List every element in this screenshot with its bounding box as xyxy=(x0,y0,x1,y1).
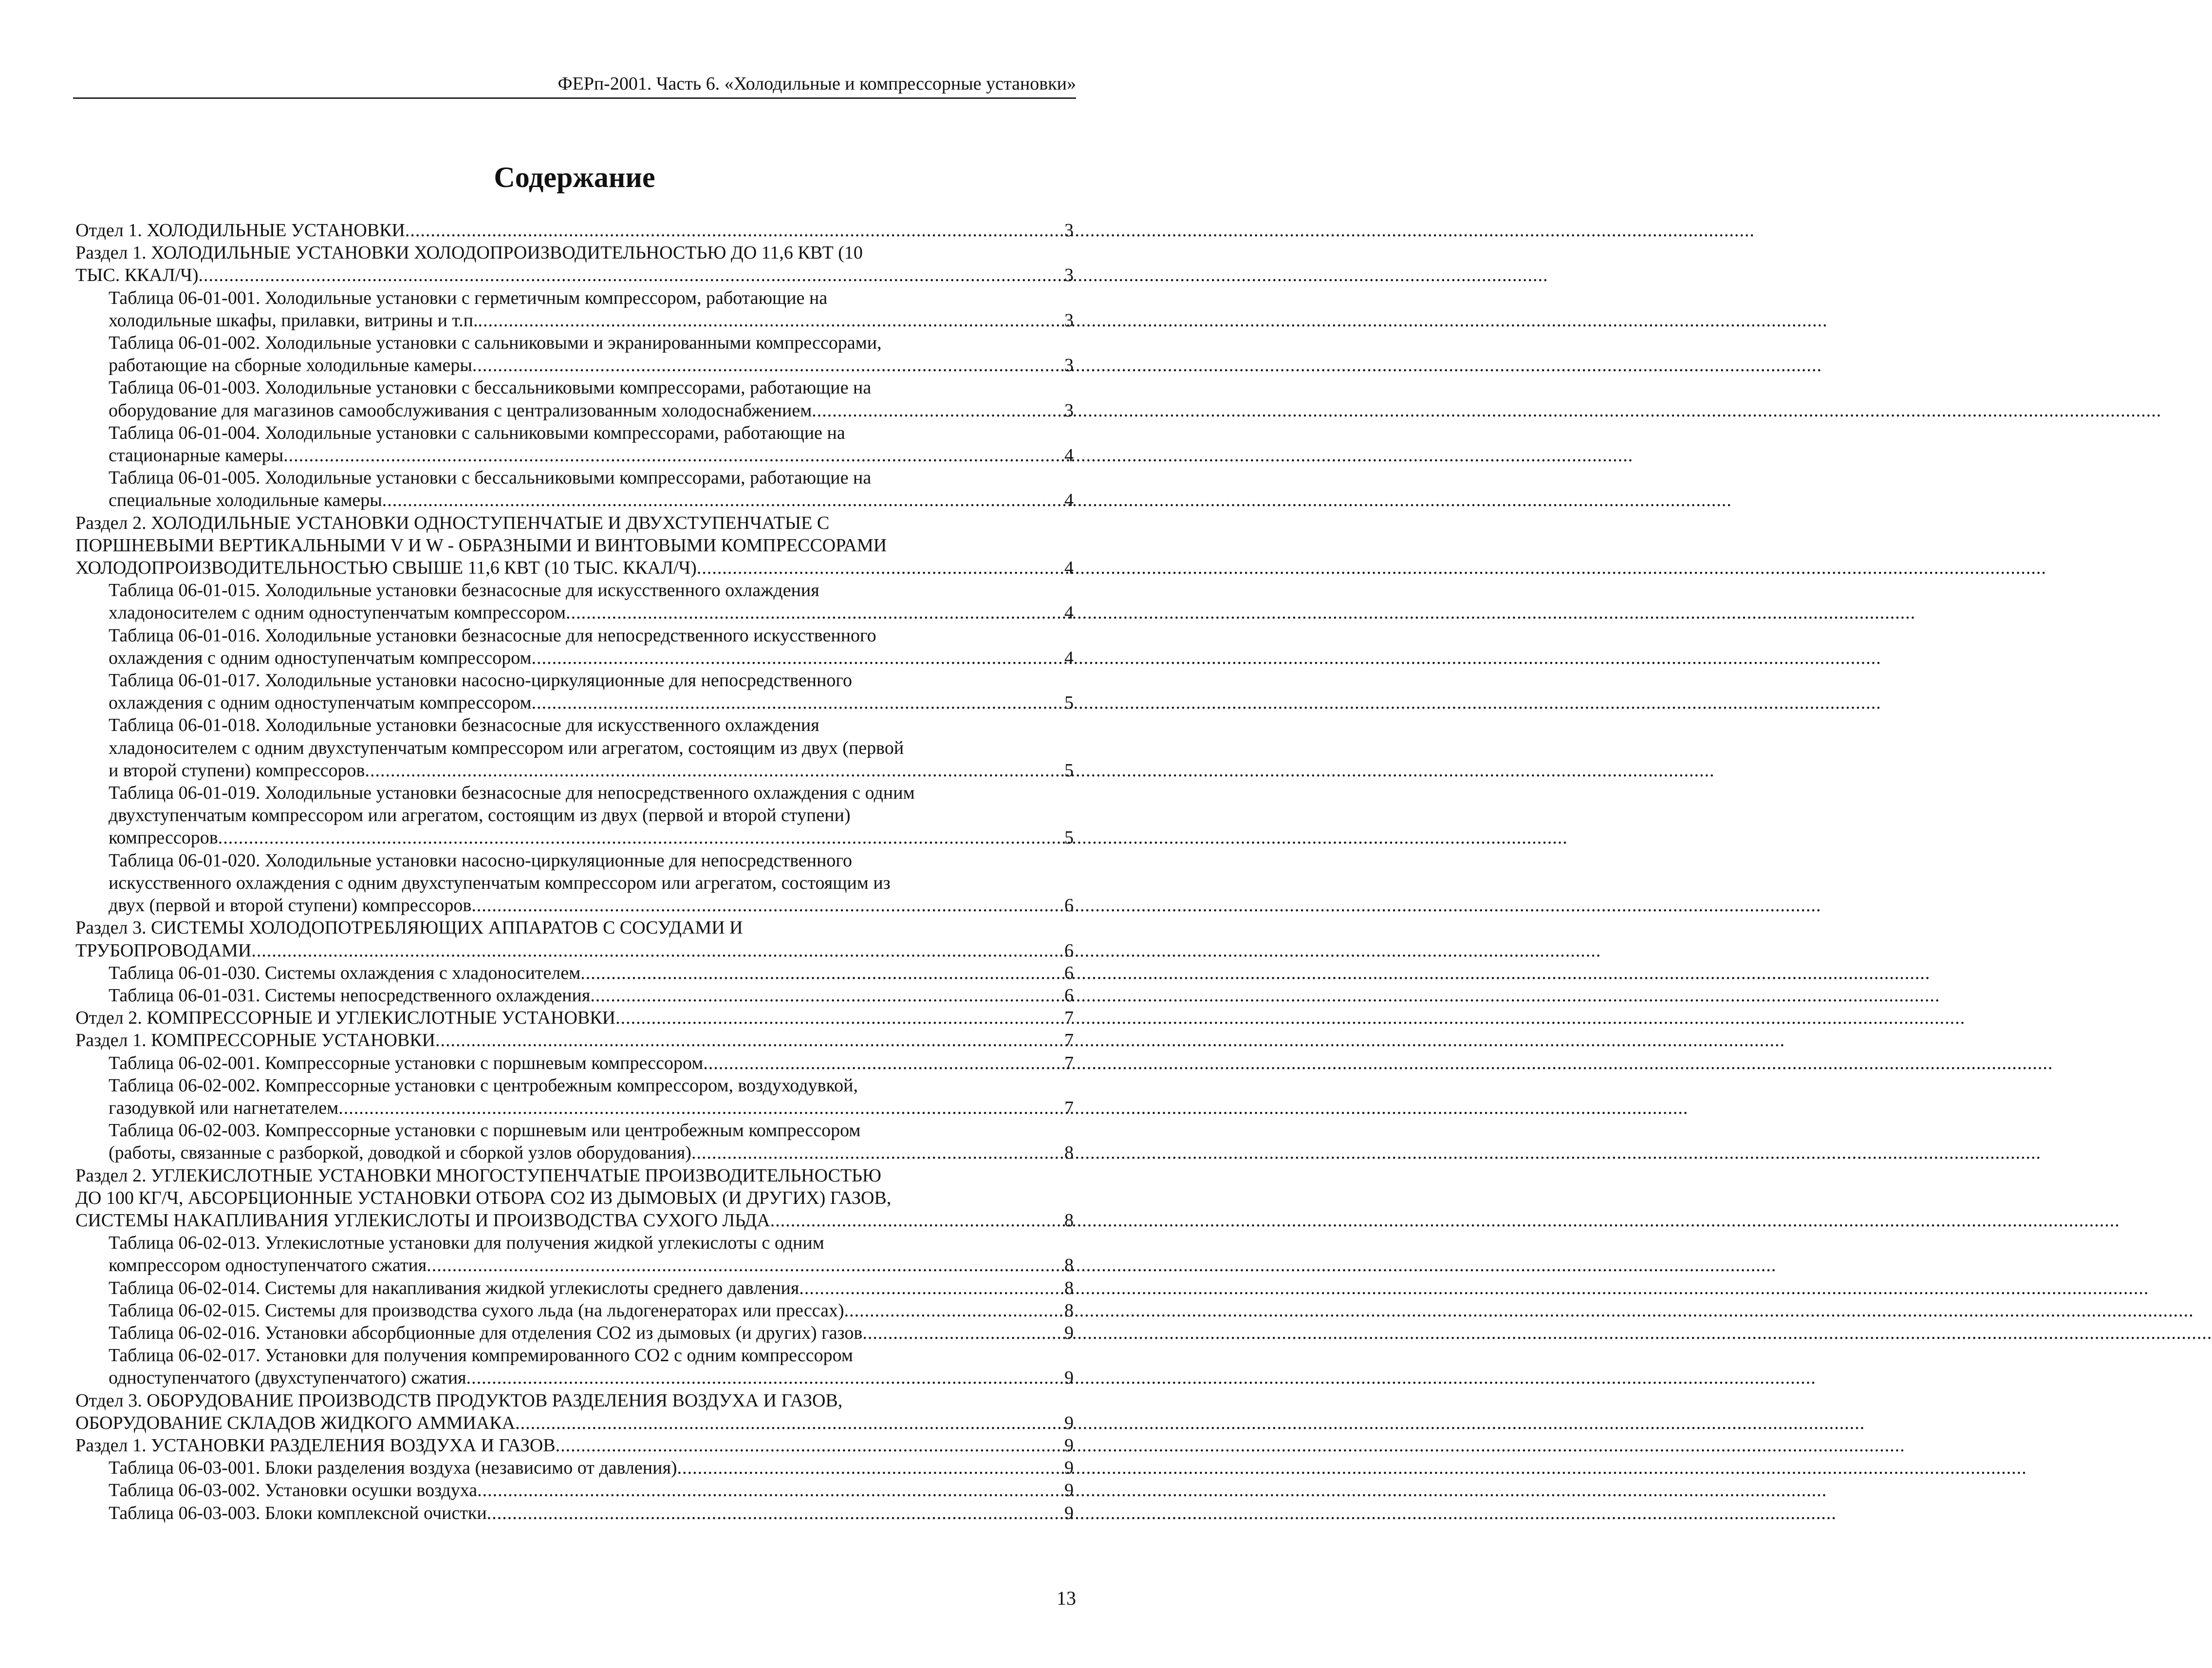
toc-entry[interactable] xyxy=(75,1457,1074,1479)
toc-entry-text: Таблица 06-02-014. Системы для накапливания жидкой углекислоты среднего давления xyxy=(109,1277,799,1298)
toc-entry[interactable] xyxy=(75,376,1074,421)
toc-page-number: 6 xyxy=(1064,940,1074,961)
toc-entry-text: охлаждения с одним одноступенчатым компрессором xyxy=(109,647,532,668)
toc-entry-text: Раздел 3. СИСТЕМЫ ХОЛОДОПОТРЕБЛЯЮЩИХ АППАРАТОВ С СОСУДАМИ И xyxy=(75,918,743,938)
toc-entry-text: хладоносителем с одним одноступенчатым компрессором xyxy=(109,602,566,623)
dot-leader xyxy=(532,692,1062,714)
toc-entry[interactable] xyxy=(75,1344,1074,1389)
toc-entry[interactable] xyxy=(75,1074,1074,1119)
dot-leader xyxy=(365,759,1062,782)
toc-entry-text: стационарные камеры xyxy=(109,445,284,466)
dot-leader xyxy=(799,1277,1062,1299)
dot-leader xyxy=(251,939,1062,962)
toc-page-number: 7 xyxy=(1064,1008,1074,1029)
toc-page-number: 9 xyxy=(1064,1368,1074,1388)
toc-entry-text: оборудование для магазинов самообслуживания с централизованным холодоснабжением xyxy=(109,400,812,421)
dot-leader xyxy=(471,894,1062,917)
toc-page-number: 9 xyxy=(1064,1322,1074,1343)
dot-leader xyxy=(382,489,1062,511)
toc-entry[interactable] xyxy=(75,1052,1074,1074)
toc-entry-text: Таблица 06-01-005. Холодильные установки с бессальниковыми компрессорами, работающие на xyxy=(109,468,872,488)
toc-page-number: 4 xyxy=(1064,490,1074,511)
toc-entry-text: одноступенчатого (двухступенчатого) сжатия xyxy=(109,1368,466,1388)
dot-leader xyxy=(283,444,1062,467)
toc-page-number: 3 xyxy=(1064,355,1074,376)
toc-entry[interactable] xyxy=(75,849,1074,917)
toc-entry[interactable] xyxy=(75,219,1074,242)
dot-leader xyxy=(770,1209,1062,1232)
toc-entry-text: ХОЛОДОПРОИЗВОДИТЕЛЬНОСТЬЮ СВЫШЕ 11,6 КВТ (10 ТЫС. ККАЛ/Ч) xyxy=(75,558,697,579)
toc-entry-text: Таблица 06-02-013. Углекислотные установки для получения жидкой углекислоты с одним xyxy=(109,1233,824,1254)
toc-page-number: 5 xyxy=(1064,827,1074,848)
toc-entry-text: (работы, связанные с разборкой, доводкой и сборкой узлов оборудования) xyxy=(109,1143,691,1163)
toc-entry-text: холодильные шкафы, прилавки, витрины и т.п. xyxy=(109,310,478,331)
toc-entry-text: Таблица 06-03-002. Установки осушки воздуха xyxy=(109,1480,478,1501)
toc-entry[interactable] xyxy=(75,1299,1074,1322)
toc-entry-text: ТРУБОПРОВОДАМИ xyxy=(75,940,252,961)
toc-page-number: 5 xyxy=(1064,693,1074,713)
toc-entry-text: Таблица 06-02-017. Установки для получения компремированного СО2 с одним компрессором xyxy=(109,1345,853,1366)
dot-leader xyxy=(697,557,1062,579)
dot-leader xyxy=(844,1299,1062,1322)
toc-entry-text: Таблица 06-01-003. Холодильные установки с бессальниковыми компрессорами, работающие на xyxy=(109,377,872,398)
toc-entry-text: Таблица 06-02-002. Компрессорные установки с центробежным компрессором, воздуходувкой, xyxy=(109,1075,858,1096)
toc-entry-text: ДО 100 КГ/Ч, АБСОРБЦИОННЫЕ УСТАНОВКИ ОТБОРА СО2 ИЗ ДЫМОВЫХ (И ДРУГИХ) ГАЗОВ, xyxy=(75,1187,892,1208)
toc-page-number: 6 xyxy=(1064,895,1074,916)
dot-leader xyxy=(580,962,1062,984)
toc-page-number: 9 xyxy=(1064,1412,1074,1433)
toc-entry-text: Раздел 1. ХОЛОДИЛЬНЫЕ УСТАНОВКИ ХОЛОДОПРОИЗВОДИТЕЛЬНОСТЬЮ ДО 11,6 КВТ (10 xyxy=(75,243,863,263)
toc-page-number: 4 xyxy=(1064,602,1074,623)
toc-entry-text: двух (первой и второй ступени) компрессоров xyxy=(109,895,472,916)
dot-leader xyxy=(566,601,1062,624)
dot-leader xyxy=(556,1434,1062,1457)
toc-entry-text: Таблица 06-01-019. Холодильные установки безнасосные для непосредственного охлаждения с одним xyxy=(109,783,915,804)
toc-entry[interactable] xyxy=(75,1322,1074,1344)
toc-entry-text: Раздел 1. УСТАНОВКИ РАЗДЕЛЕНИЯ ВОЗДУХА И ГАЗОВ xyxy=(75,1435,556,1456)
toc-page-number: 9 xyxy=(1064,1458,1074,1479)
toc-entry-text: охлаждения с одним одноступенчатым компрессором xyxy=(109,693,532,713)
page-title: Содержание xyxy=(494,161,655,193)
toc-entry-text: Раздел 2. УГЛЕКИСЛОТНЫЕ УСТАНОВКИ МНОГОСТУПЕНЧАТЫЕ ПРОИЗВОДИТЕЛЬНОСТЬЮ xyxy=(75,1165,881,1186)
toc-entry-text: ПОРШНЕВЫМИ ВЕРТИКАЛЬНЫМИ V И W - ОБРАЗНЫМИ И ВИНТОВЫМИ КОМПРЕССОРАМИ xyxy=(75,535,887,556)
toc-entry-text: Раздел 2. ХОЛОДИЛЬНЫЕ УСТАНОВКИ ОДНОСТУПЕНЧАТЫЕ И ДВУХСТУПЕНЧАТЫЕ С xyxy=(75,512,830,533)
toc-entry[interactable] xyxy=(75,624,1074,669)
toc-entry[interactable] xyxy=(75,1434,1074,1457)
toc-entry[interactable] xyxy=(75,1164,1074,1232)
toc-page-number: 7 xyxy=(1064,1030,1074,1051)
toc-page-number: 4 xyxy=(1064,558,1074,579)
toc-entry-text: ТЫС. ККАЛ/Ч) xyxy=(75,265,199,286)
toc-entry-text: компрессором одноступенчатого сжатия xyxy=(109,1255,427,1276)
toc-entry[interactable] xyxy=(75,1389,1074,1434)
dot-leader xyxy=(477,1479,1062,1501)
toc-entry-text: Раздел 1. КОМПРЕССОРНЫЕ УСТАНОВКИ xyxy=(75,1030,435,1051)
toc-page-number: 3 xyxy=(1064,220,1074,241)
toc-entry[interactable] xyxy=(75,962,1074,984)
toc-page-number: 9 xyxy=(1064,1502,1074,1523)
toc-page-number: 6 xyxy=(1064,985,1074,1006)
toc-entry[interactable] xyxy=(75,512,1074,580)
toc-entry-text: Таблица 06-01-017. Холодильные установки насосно-циркуляционные для непосредственного xyxy=(109,670,852,691)
toc-entry-text: Таблица 06-01-015. Холодильные установки безнасосные для искусственного охлаждения xyxy=(109,580,819,601)
toc-entry[interactable] xyxy=(75,1119,1074,1164)
toc-entry[interactable] xyxy=(75,984,1074,1007)
toc-entry[interactable] xyxy=(75,1502,1074,1524)
toc-entry[interactable] xyxy=(75,467,1074,511)
toc-page-number: 8 xyxy=(1064,1300,1074,1321)
toc-entry-text: Таблица 06-01-016. Холодильные установки безнасосные для непосредственного искусственного xyxy=(109,625,876,646)
toc-page-number: 7 xyxy=(1064,1052,1074,1073)
toc-entry-text: газодувкой или нагнетателем xyxy=(109,1097,339,1118)
dot-leader xyxy=(532,647,1062,669)
toc-entry-text: Таблица 06-01-018. Холодильные установки безнасосные для искусственного охлаждения xyxy=(109,715,819,736)
toc-entry-text: и второй ступени) компрессоров xyxy=(109,760,365,781)
toc-entry[interactable] xyxy=(75,332,1074,376)
dot-leader xyxy=(218,826,1062,849)
toc-entry[interactable] xyxy=(75,1029,1074,1051)
toc-entry-text: Таблица 06-02-001. Компрессорные установки с поршневым компрессором xyxy=(109,1052,704,1073)
toc-entry-text: хладоносителем с одним двухступенчатым компрессором или агрегатом, состоящим из двух (первой xyxy=(109,737,904,758)
toc-entry[interactable] xyxy=(75,287,1074,332)
dot-leader xyxy=(472,354,1062,376)
dot-leader xyxy=(199,264,1062,286)
header-rule xyxy=(73,97,1076,99)
toc-entry-text: компрессоров xyxy=(109,827,218,848)
toc-page-number: 4 xyxy=(1064,647,1074,668)
toc-entry[interactable] xyxy=(75,714,1074,782)
toc-page-number: 9 xyxy=(1064,1480,1074,1501)
dot-leader xyxy=(427,1254,1062,1276)
toc-page-number: 8 xyxy=(1064,1277,1074,1298)
toc-entry[interactable] xyxy=(75,1479,1074,1501)
dot-leader xyxy=(515,1412,1062,1434)
toc-entry[interactable] xyxy=(75,1277,1074,1299)
dot-leader xyxy=(435,1029,1062,1051)
dot-leader xyxy=(862,1322,1062,1344)
toc-page-number: 5 xyxy=(1064,760,1074,781)
toc-entry-text: Таблица 06-02-003. Компрессорные установки с поршневым или центробежным компрессором xyxy=(109,1120,861,1141)
toc-entry-text: двухступенчатым компрессором или агрегатом, состоящим из двух (первой и второй ступени) xyxy=(109,805,851,826)
toc-entry-text: Таблица 06-01-020. Холодильные установки насосно-циркуляционные для непосредственного xyxy=(109,850,852,871)
toc-entry-text: Таблица 06-01-001. Холодильные установки с герметичным компрессором, работающие на xyxy=(109,287,828,308)
toc-entry-text: Отдел 2. КОМПРЕССОРНЫЕ И УГЛЕКИСЛОТНЫЕ УСТАНОВКИ xyxy=(75,1008,616,1029)
dot-leader xyxy=(338,1097,1062,1119)
toc-entry-text: Таблица 06-03-001. Блоки разделения воздуха (независимо от давления) xyxy=(109,1458,677,1479)
toc-entry[interactable] xyxy=(75,422,1074,467)
toc-page-number: 8 xyxy=(1064,1210,1074,1231)
toc-entry[interactable] xyxy=(75,917,1074,961)
running-header: ФЕРп-2001. Часть 6. «Холодильные и компрессорные установки» xyxy=(558,74,1076,94)
dot-leader xyxy=(703,1052,1062,1074)
toc-entry-text: Таблица 06-02-016. Установки абсорбционные для отделения СО2 из дымовых (и других) газов xyxy=(109,1322,863,1343)
toc-entry-text: работающие на сборные холодильные камеры xyxy=(109,355,472,376)
toc-entry-text: Таблица 06-01-004. Холодильные установки с сальниковыми компрессорами, работающие на xyxy=(109,422,845,443)
toc-page-number: 3 xyxy=(1064,265,1074,286)
dot-leader xyxy=(466,1367,1062,1389)
toc-entry[interactable] xyxy=(75,1232,1074,1276)
dot-leader xyxy=(590,984,1062,1007)
toc-entry[interactable] xyxy=(75,669,1074,714)
toc-entry-text: искусственного охлаждения с одним двухступенчатым компрессором или агрегатом, состоящим из xyxy=(109,872,891,893)
toc-page-number: 4 xyxy=(1064,445,1074,466)
toc-page-number: 3 xyxy=(1064,400,1074,421)
toc-entry-text: Таблица 06-01-031. Системы непосредственного охлаждения xyxy=(109,985,591,1006)
toc-entry-text: специальные холодильные камеры xyxy=(109,490,382,511)
dot-leader xyxy=(478,309,1063,332)
toc-entry-text: Таблица 06-03-003. Блоки комплексной очистки xyxy=(109,1502,487,1523)
dot-leader xyxy=(487,1502,1062,1524)
toc-entry-text: Отдел 1. ХОЛОДИЛЬНЫЕ УСТАНОВКИ xyxy=(75,220,405,241)
toc-page-number: 3 xyxy=(1064,310,1074,331)
toc-entry-text: Таблица 06-01-030. Системы охлаждения с хладоносителем xyxy=(109,962,581,983)
toc-entry[interactable] xyxy=(75,782,1074,849)
toc-entry-text: Таблица 06-02-015. Системы для производства сухого льда (на льдогенераторах или прессах) xyxy=(109,1300,844,1321)
dot-leader xyxy=(615,1007,1062,1029)
toc-entry[interactable] xyxy=(75,242,1074,286)
toc-entry-text: Отдел 3. ОБОРУДОВАНИЕ ПРОИЗВОДСТВ ПРОДУКТОВ РАЗДЕЛЕНИЯ ВОЗДУХА И ГАЗОВ, xyxy=(75,1390,843,1411)
toc-page-number: 9 xyxy=(1064,1435,1074,1456)
toc-page-number: 6 xyxy=(1064,962,1074,983)
toc-entry-text: Таблица 06-01-002. Холодильные установки с сальниковыми и экранированными компрессорами, xyxy=(109,333,882,354)
dot-leader xyxy=(677,1457,1062,1479)
table-of-contents xyxy=(75,219,1074,1524)
dot-leader xyxy=(691,1142,1062,1164)
toc-entry[interactable] xyxy=(75,579,1074,624)
dot-leader xyxy=(405,219,1062,242)
toc-entry[interactable] xyxy=(75,1007,1074,1029)
toc-entry-text: СИСТЕМЫ НАКАПЛИВАНИЯ УГЛЕКИСЛОТЫ И ПРОИЗВОДСТВА СУХОГО ЛЬДА xyxy=(75,1210,770,1231)
page-number: 13 xyxy=(1057,1587,1076,1609)
toc-page-number: 8 xyxy=(1064,1143,1074,1163)
dot-leader xyxy=(812,399,1062,422)
toc-page-number: 7 xyxy=(1064,1097,1074,1118)
toc-page-number: 8 xyxy=(1064,1255,1074,1276)
toc-entry-text: ОБОРУДОВАНИЕ СКЛАДОВ ЖИДКОГО АММИАКА xyxy=(75,1412,516,1433)
